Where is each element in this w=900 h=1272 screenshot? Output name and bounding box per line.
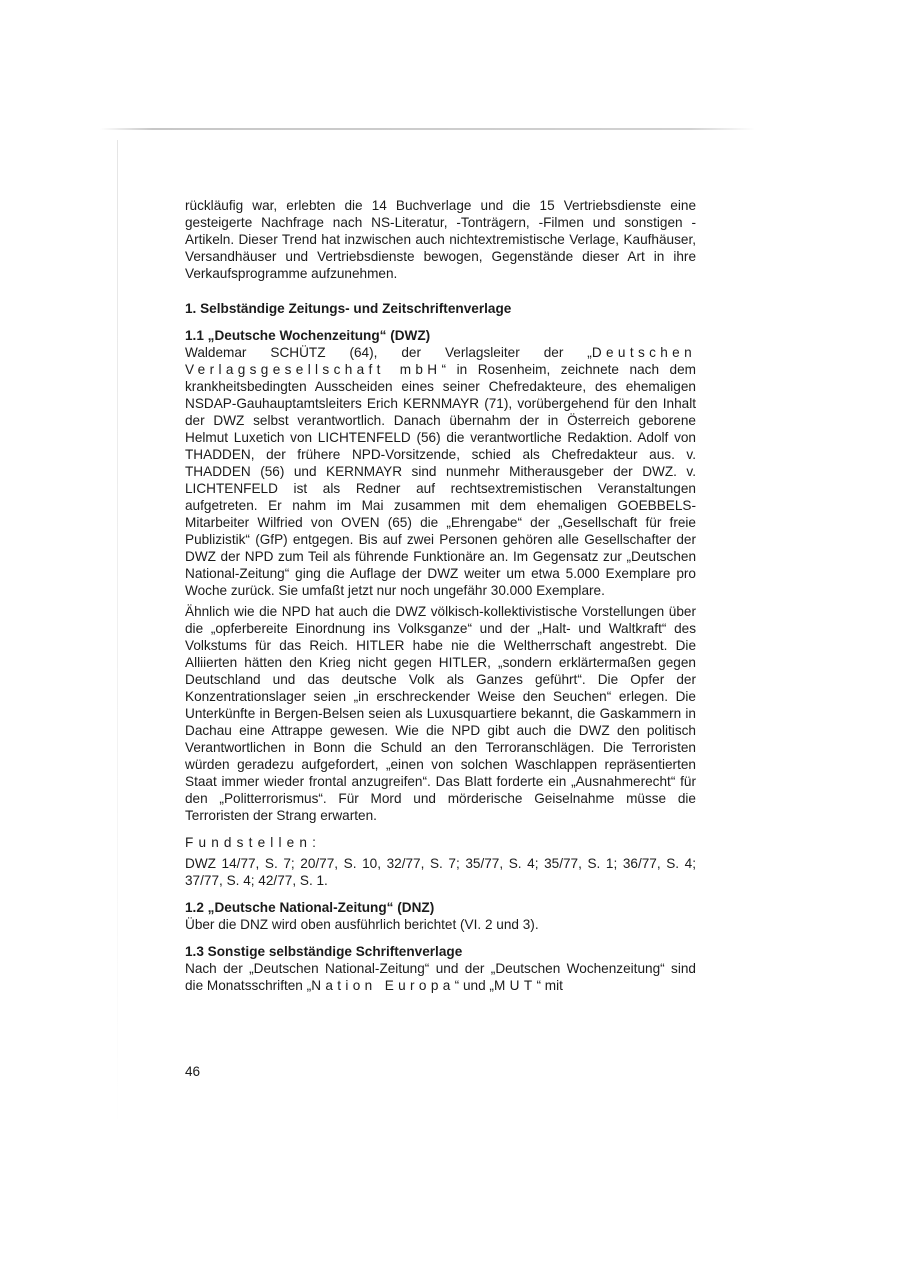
other-p-mid: “ und „	[454, 978, 494, 993]
scan-shadow-left	[117, 140, 118, 1135]
sources-list: DWZ 14/77, S. 7; 20/77, S. 10, 32/77, S. 7; 35/77, S. 4; 35/77, S. 1; 36/77, S. 4; 37/77, S. 4; 42/77, S. 1.	[185, 856, 696, 888]
nation-europa-spaced: Nation Europa	[311, 978, 455, 993]
other-p-start: Nach der „Deutschen National-Zeitung“ und der „Deutschen Wochenzeitung“ sind die Monatsschriften „	[185, 961, 696, 993]
publisher-name-spaced: Deutschen Verlagsgesellschaft mbH	[185, 345, 696, 377]
section-1-heading: 1. Selbständige Zeitungs- und Zeitschriftenverlage	[185, 301, 512, 316]
other-p-end: “ mit	[536, 978, 563, 993]
intro-paragraph: rückläufig war, erlebten die 14 Buchverlage und die 15 Vertriebsdienste eine gesteigerte Nachfrage nach NS-Literatur, -Tonträgern, -Filmen und sonstigen -Artikeln. Dieser Trend hat inzwischen auch nichtextremistische Verlage, Kaufhäuser, Versandhäuser und Vertriebsdienste bewogen, Gegenstände dieser Art in ihre Verkaufsprogramme aufzunehmen.	[185, 198, 696, 281]
section-1-1-heading: 1.1 „Deutsche Wochenzeitung“ (DWZ)	[185, 328, 431, 343]
dwz-paragraph-1	[185, 344, 696, 599]
dwz-p1-start: Waldemar SCHÜTZ (64), der Verlagsleiter der „	[185, 345, 592, 360]
other-publishers-paragraph	[185, 960, 696, 994]
section-1-2-heading: 1.2 „Deutsche National-Zeitung“ (DNZ)	[185, 900, 435, 915]
dnz-paragraph: Über die DNZ wird oben ausführlich berichtet (VI. 2 und 3).	[185, 917, 539, 932]
dwz-paragraph-2: Ähnlich wie die NPD hat auch die DWZ völkisch-kollektivistische Vorstellungen über die „opferbereite Einordnung ins Volksganze“ und der „Halt- und Waltkraft“ des Volkstums für das Reich. HITLER habe nie die Weltherrschaft angestrebt. Die Alliierten hätten den Krieg nicht gegen HITLER, „sondern erklärtermaßen gegen Deutschland und das deutsche Volk als Ganzes geführt“. Die Opfer der Konzentrationslager seien „in erschreckender Weise den Seuchen“ erlegen. Die Unterkünfte in Bergen-Belsen seien als Luxusquartiere bekannt, die Gaskammern in Dachau eine Attrappe gewesen. Wie die NPD gibt auch die DWZ den politisch Verantwortlichen in Bonn die Schuld an den Terroranschlägen. Die Terroristen würden geradezu aufgefordert, „einen von solchen Waschlappen repräsentierten Staat immer wieder frontal anzugreifen“. Das Blatt forderte ein „Ausnahmerecht“ für den „Politterrorismus“. Für Mord und mörderische Geiselnahme müsse die Terroristen der Strang erwarten.	[185, 604, 696, 823]
document-page	[185, 197, 696, 994]
section-1-3-heading: 1.3 Sonstige selbständige Schriftenverlage	[185, 944, 463, 959]
page-number: 46	[185, 1064, 201, 1079]
dwz-p1-rest: “ in Rosenheim, zeichnete nach dem krankheitsbedingten Ausscheiden eines seiner Chefredakteure, des ehemaligen NSDAP-Gauhauptamtsleiters Erich KERNMAYR (71), vorübergehend für den Inhalt der DWZ selbst verantwortlich. Danach übernahm der in Österreich geborene Helmut Luxetich von LICHTENFELD (56) die verantwortliche Redaktion. Adolf von THADDEN, der frühere NPD-Vorsitzende, schied als Chefredakteur aus. v. THADDEN (56) und KERNMAYR sind nunmehr Mitherausgeber der DWZ. v. LICHTENFELD ist als Redner auf rechtsextremistischen Veranstaltungen aufgetreten. Er nahm im Mai zusammen mit dem ehemaligen GOEBBELS-Mitarbeiter Wilfried von OVEN (65) die „Ehrengabe“ der „Gesellschaft für freie Publizistik“ (GfP) entgegen. Bis auf zwei Personen gehören alle Gesellschafter der DWZ der NPD zum Teil als führende Funktionäre an. Im Gegensatz zur „Deutschen National-Zeitung“ ging die Auflage der DWZ weiter um etwa 5.000 Exemplare pro Woche zurück. Sie umfaßt jetzt nur noch ungefähr 30.000 Exemplare.	[185, 362, 697, 598]
mut-spaced: MUT	[493, 978, 537, 993]
scan-shadow-top	[100, 128, 755, 130]
sources-label: Fundstellen:	[185, 835, 322, 850]
